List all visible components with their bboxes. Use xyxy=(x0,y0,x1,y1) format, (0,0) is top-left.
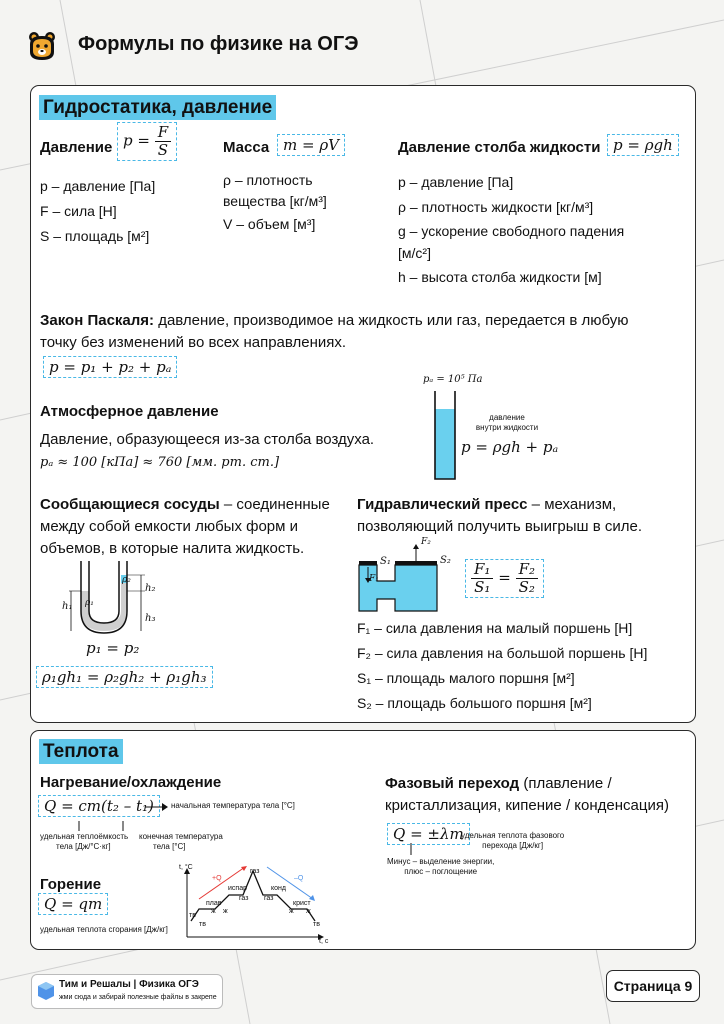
press-defs xyxy=(357,616,647,716)
pressure-formula xyxy=(117,122,177,161)
column-pressure-label: Давление столба жидкости xyxy=(398,139,601,156)
mass-def: V – объем [м³] xyxy=(223,216,316,232)
vessels-text1: – соединенные xyxy=(219,496,330,513)
press-frac-right xyxy=(516,561,538,596)
column-def: h – высота столба жидкости [м] xyxy=(398,269,602,285)
atm-column-figure xyxy=(431,389,461,481)
column-pressure-formula: p = ρgh xyxy=(607,134,679,156)
page-number: Страница 9 xyxy=(606,970,700,1002)
press-num1: F₁ xyxy=(471,561,493,579)
press-den1: S₁ xyxy=(474,578,491,596)
graph-label: плав xyxy=(206,900,222,907)
heating-note-t2-2: тела [°C] xyxy=(153,842,186,851)
pressure-def: F – сила [Н] xyxy=(40,203,117,219)
pascal-bold: Закон Паскаля: xyxy=(40,312,155,329)
vessels-bold: Сообщающиеся сосуды xyxy=(40,496,220,513)
press-den2: S₂ xyxy=(518,578,535,596)
pressure-label: Давление xyxy=(40,139,113,156)
graph-minus-q: –Q xyxy=(294,875,304,882)
press-s2: S₂ xyxy=(440,555,451,566)
atm-text: Давление, образующееся из-за столба воздуха. xyxy=(40,431,375,448)
fig-h3: h₃ xyxy=(145,613,156,624)
burning-title: Горение xyxy=(40,876,102,893)
vessels-text2: между собой емкости любых форм и xyxy=(40,518,299,535)
heating-note-t1: начальная температура тела [°C] xyxy=(171,801,295,810)
vessels-text xyxy=(40,494,340,560)
atm-inner-2: внутри жидкости xyxy=(475,423,539,432)
atm-pa-label: pₐ = 10⁵ Па xyxy=(423,374,483,385)
graph-y-axis: t, °C xyxy=(179,864,193,871)
burning-note: удельная теплота сгорания [Дж/кг] xyxy=(40,925,168,934)
press-bold: Гидравлический пресс xyxy=(357,496,528,513)
column-def: p – давление [Па] xyxy=(398,174,514,190)
phase-note2: перехода [Дж/кг] xyxy=(482,841,544,850)
cube-icon xyxy=(37,981,55,1001)
pressure-den: S xyxy=(157,141,169,159)
phase-bold: Фазовый переход xyxy=(385,775,520,792)
heating-title: Нагревание/охлаждение xyxy=(40,774,222,791)
graph-label: ж xyxy=(211,908,216,915)
press-num2: F₂ xyxy=(516,561,538,579)
phase-text xyxy=(385,773,690,817)
press-formula xyxy=(465,559,544,598)
heating-note-c1: удельная теплоёмкость xyxy=(40,832,129,841)
heating-formula: Q = cm(t₂ – t₁) xyxy=(38,795,160,817)
burning-formula: Q = qm xyxy=(38,893,108,915)
press-def: F₁ – сила давления на малый поршень [Н] xyxy=(357,620,633,636)
fig-rho1: ρ₁ xyxy=(85,598,94,608)
phase-sign xyxy=(387,857,494,877)
graph-x-axis: t, с xyxy=(319,938,329,945)
phase-sign1: Минус – выделение энергии, xyxy=(387,857,495,866)
graph-plus-q: +Q xyxy=(212,875,222,882)
document-title: Формулы по физике на ОГЭ xyxy=(78,33,359,55)
press-def: S₂ – площадь большого поршня [м²] xyxy=(357,695,592,711)
vessels-text3: объемов, в которые налита жидкость. xyxy=(40,540,305,557)
pascal-text2: точку без изменений во всех направлениях. xyxy=(40,334,347,351)
graph-label: тв xyxy=(189,912,196,919)
phase-note1: удельная теплота фазового xyxy=(461,831,565,840)
heating-note-t2 xyxy=(139,832,223,852)
graph-label: газ xyxy=(250,868,260,875)
vessels-formula: ρ₁gh₁ = ρ₂gh₂ + ρ₁gh₃ xyxy=(36,666,213,688)
column-defs xyxy=(398,170,624,290)
graph-label: ж xyxy=(306,908,311,915)
phase-note xyxy=(461,831,564,851)
heat-card xyxy=(30,730,696,950)
graph-label: тв xyxy=(313,921,320,928)
atm-inner-formula: p = ρgh + pₐ xyxy=(461,438,559,456)
heating-note-c2: тела [Дж/°C·кг] xyxy=(56,842,111,851)
bear-logo-icon xyxy=(26,30,58,62)
footer-brand: Тим и Решалы | Физика ОГЭ xyxy=(59,979,199,990)
pascal-formula: p = p₁ + p₂ + pₐ xyxy=(43,356,177,378)
footer-sub: жми сюда и забирай полезные файлы в закрепе xyxy=(59,994,217,1001)
column-def: [м/с²] xyxy=(398,245,431,261)
pressure-def: S – площадь [м²] xyxy=(40,228,150,244)
pressure-defs xyxy=(40,174,155,249)
mass-def: вещества [кг/м³] xyxy=(223,193,327,209)
pressure-fraction xyxy=(155,124,171,159)
hydrostatics-title: Гидростатика, давление xyxy=(39,95,276,120)
heat-title: Теплота xyxy=(39,739,123,764)
atm-formula: pₐ ≈ 100 [кПа] ≈ 760 [мм. рт. ст.] xyxy=(40,455,280,470)
pressure-def: p – давление [Па] xyxy=(40,178,156,194)
press-text xyxy=(357,494,687,538)
atm-title: Атмосферное давление xyxy=(40,403,219,420)
telegram-channel-link[interactable] xyxy=(31,974,223,1009)
fig-rho2: ρ₂ xyxy=(122,575,131,585)
mass-defs xyxy=(223,170,327,236)
graph-label: газ xyxy=(239,895,249,902)
phase-formula: Q = ±λm xyxy=(387,823,470,845)
mass-def: ρ – плотность xyxy=(223,172,313,188)
phase-text2: кристаллизация, кипение / конденсация) xyxy=(385,797,669,814)
graph-label: газ xyxy=(264,895,274,902)
press-frac-left xyxy=(471,561,493,596)
graph-label: ж xyxy=(223,908,228,915)
column-def: ρ – плотность жидкости [кг/м³] xyxy=(398,199,594,215)
atm-inner-1: давление xyxy=(489,413,525,422)
pressure-formula-lhs: p = xyxy=(123,131,150,150)
heating-note-t2-1: конечная температура xyxy=(139,832,223,841)
graph-label: ж xyxy=(289,908,294,915)
pressure-num: F xyxy=(155,124,171,142)
graph-label: конд xyxy=(271,885,286,892)
atm-inner-label xyxy=(459,413,555,433)
press-def: F₂ – сила давления на большой поршень [Н] xyxy=(357,645,648,661)
vessels-eq: p₁ = p₂ xyxy=(86,639,140,657)
graph-label: тв xyxy=(199,921,206,928)
pascal-law xyxy=(40,310,680,354)
u-tube-figure xyxy=(61,561,171,641)
pascal-text1: давление, производимое на жидкость или газ, передается в любую xyxy=(158,312,629,329)
fig-h2: h₂ xyxy=(145,583,156,594)
phase-sign2: плюс – поглощение xyxy=(404,867,478,876)
phase-text1: (плавление / xyxy=(519,775,612,792)
press-s1: S₁ xyxy=(380,556,391,567)
fig-h1: h₁ xyxy=(62,601,73,612)
press-def: S₁ – площадь малого поршня [м²] xyxy=(357,670,575,686)
mass-formula: m = ρV xyxy=(277,134,345,156)
mass-label: Масса xyxy=(223,139,270,156)
heating-note-c xyxy=(40,832,128,852)
press-eq: = xyxy=(498,568,511,587)
hydrostatics-card xyxy=(30,85,696,723)
press-text2: позволяющий получить выигрыш в силе. xyxy=(357,518,643,535)
column-def: g – ускорение свободного падения xyxy=(398,223,625,239)
graph-label: испар xyxy=(228,885,247,892)
graph-label: крист xyxy=(293,900,311,907)
press-f1: F₁ xyxy=(369,574,379,584)
press-f2: F₂ xyxy=(421,537,431,547)
press-text1: – механизм, xyxy=(527,496,617,513)
